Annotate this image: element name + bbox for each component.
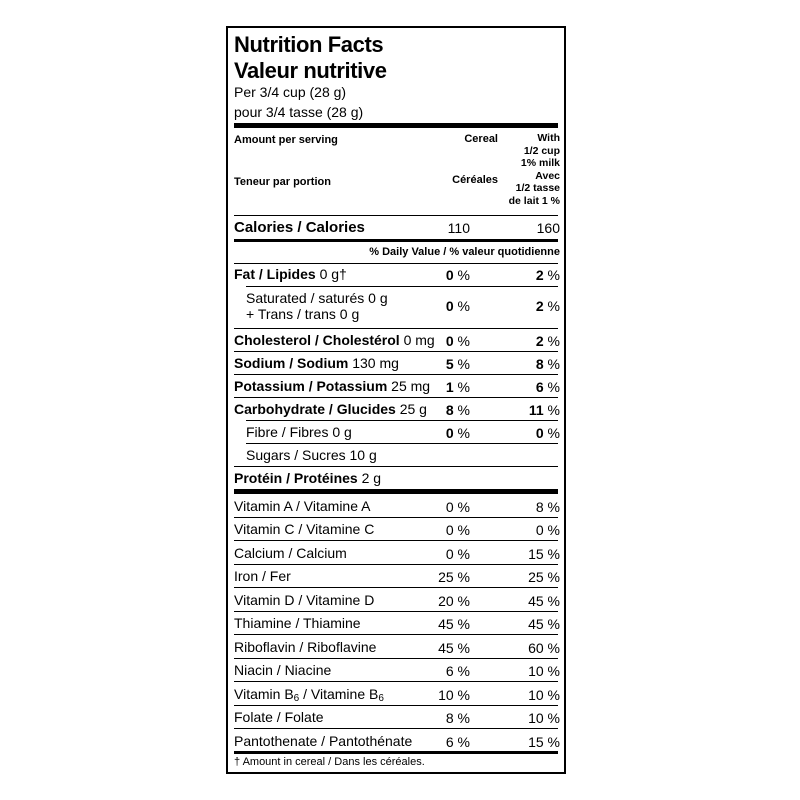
rule — [234, 681, 558, 682]
amount-per-serving-label: Amount per serving — [234, 134, 338, 146]
fibre-milk-number: 0 — [535, 425, 544, 441]
column-cereales-label: Céréales — [452, 174, 498, 186]
potassium-label: Potassium / Potassium — [234, 378, 388, 394]
cholesterol-label: Cholesterol / Cholestérol — [234, 332, 400, 348]
rule — [234, 517, 558, 518]
sodium-amount: 130 mg — [348, 355, 399, 371]
rule — [234, 328, 558, 329]
carbohydrate-row-label — [234, 401, 427, 417]
rule — [234, 466, 558, 467]
vitamin-milk-dv: 60 % — [528, 640, 560, 656]
thick-rule — [234, 123, 558, 128]
potassium-cereal-number: 1 — [445, 379, 454, 395]
vitamin-milk-dv: 45 % — [528, 593, 560, 609]
vitamin-cereal-dv: 8 % — [445, 710, 470, 726]
vitamin-cereal-dv: 0 % — [445, 499, 470, 515]
b6-label-fr: / Vitamine B — [299, 686, 379, 702]
fat-cereal-dv — [446, 267, 470, 283]
vitamin-cereal-dv: 25 % — [438, 569, 470, 585]
sodium-milk-dv — [536, 356, 560, 372]
col2-line: 1/2 cup — [523, 144, 560, 157]
vitamin-milk-dv: 10 % — [528, 687, 560, 703]
nutrition-facts-panel — [226, 26, 566, 774]
vitamin-cereal-dv: 45 % — [438, 640, 470, 656]
title-english: Nutrition Facts — [234, 32, 384, 57]
fibre-label: Fibre / Fibres 0 g — [246, 424, 352, 440]
vitamin-milk-dv: 15 % — [528, 734, 560, 750]
vitamin-row-label: Vitamin A / Vitamine A — [234, 498, 371, 514]
sodium-cereal-number: 5 — [445, 356, 454, 372]
vitamin-cereal-dv: 45 % — [438, 616, 470, 632]
sodium-cereal-dv — [446, 356, 470, 372]
potassium-row-label — [234, 378, 430, 394]
calories-milk-value: 160 — [536, 220, 560, 236]
vitamin-row-label: Riboflavin / Riboflavine — [234, 639, 377, 655]
percent-sign: % — [457, 356, 470, 372]
rule — [234, 351, 558, 352]
rule — [246, 443, 558, 444]
calories-label: Calories / Calories — [234, 219, 365, 236]
cholesterol-milk-number: 2 — [535, 333, 544, 349]
sodium-row-label — [234, 355, 399, 371]
medium-rule — [234, 239, 558, 242]
vitamin-milk-dv: 10 % — [528, 663, 560, 679]
percent-sign: % — [547, 425, 560, 441]
saturated-milk-number: 2 — [535, 298, 544, 314]
potassium-cereal-dv — [446, 379, 470, 395]
cholesterol-row-label — [234, 332, 435, 348]
rule — [234, 397, 558, 398]
rule — [234, 728, 558, 729]
rule — [234, 611, 558, 612]
col2-line: 1% milk — [520, 157, 560, 169]
rule — [234, 634, 558, 635]
trans-label: + Trans / trans 0 g — [246, 306, 360, 322]
b6-subscript: 6 — [293, 693, 300, 704]
footnote: † Amount in cereal / Dans les céréales. — [234, 756, 425, 768]
col2-line: Avec — [535, 169, 560, 182]
carbohydrate-cereal-dv — [446, 402, 470, 418]
potassium-milk-dv — [536, 379, 560, 395]
vitamin-milk-dv: 15 % — [528, 546, 560, 562]
vitamin-cereal-dv: 20 % — [438, 593, 470, 609]
vitamin-b6-row-label — [234, 686, 384, 704]
sugars-label: Sugars / Sucres 10 g — [246, 447, 377, 463]
cholesterol-amount: 0 mg — [399, 332, 435, 348]
rule — [234, 540, 558, 541]
vitamin-row-label: Iron / Fer — [234, 568, 291, 584]
vitamin-row-label: Pantothenate / Pantothénate — [234, 733, 413, 749]
rule — [234, 374, 558, 375]
fibre-cereal-number: 0 — [445, 425, 454, 441]
percent-sign: % — [547, 267, 560, 283]
saturated-milk-dv — [536, 298, 560, 314]
vitamin-milk-dv: 45 % — [528, 616, 560, 632]
col2-line: With — [537, 132, 560, 144]
serving-size-english: Per 3/4 cup (28 g) — [234, 84, 347, 100]
rule — [234, 705, 558, 706]
carbohydrate-milk-dv — [529, 402, 560, 418]
b6-label-en: Vitamin B — [234, 686, 294, 702]
vitamin-cereal-dv: 0 % — [445, 546, 470, 562]
thick-rule — [234, 489, 558, 494]
saturated-label: Saturated / saturés 0 g — [246, 290, 388, 306]
vitamin-cereal-dv: 0 % — [445, 522, 470, 538]
fibre-milk-dv — [536, 425, 560, 441]
vitamin-row-label: Folate / Folate — [234, 709, 324, 725]
protein-row-label — [234, 470, 381, 486]
vitamin-cereal-dv: 6 % — [445, 734, 470, 750]
b6-subscript: 6 — [378, 693, 384, 704]
percent-sign: % — [457, 379, 470, 395]
rule — [246, 286, 558, 287]
vitamin-milk-dv: 0 % — [535, 522, 560, 538]
sodium-milk-number: 8 — [535, 356, 544, 372]
daily-value-header: % Daily Value / % valeur quotidienne — [369, 246, 560, 258]
vitamin-cereal-dv: 10 % — [438, 687, 470, 703]
saturated-cereal-dv — [446, 298, 470, 314]
column-cereal-label: Cereal — [464, 133, 498, 145]
percent-sign: % — [547, 333, 560, 349]
carbohydrate-cereal-number: 8 — [445, 402, 454, 418]
carbohydrate-amount: 25 g — [395, 401, 427, 417]
vitamin-cereal-dv: 6 % — [445, 663, 470, 679]
percent-sign: % — [457, 333, 470, 349]
col2-line: 1/2 tasse — [515, 182, 560, 194]
percent-sign: % — [547, 402, 560, 418]
rule — [234, 587, 558, 588]
percent-sign: % — [457, 298, 470, 314]
cholesterol-cereal-number: 0 — [445, 333, 454, 349]
teneur-par-portion-label: Teneur par portion — [234, 176, 331, 188]
vitamin-milk-dv: 10 % — [528, 710, 560, 726]
vitamin-row-label: Thiamine / Thiamine — [234, 615, 361, 631]
sodium-label: Sodium / Sodium — [234, 355, 349, 371]
fat-amount: 0 g† — [315, 266, 347, 282]
potassium-milk-number: 6 — [535, 379, 544, 395]
carbohydrate-label: Carbohydrate / Glucides — [234, 401, 396, 417]
vitamin-row-label: Niacin / Niacine — [234, 662, 332, 678]
vitamin-milk-dv: 25 % — [528, 569, 560, 585]
vitamin-row-label: Vitamin C / Vitamine C — [234, 521, 375, 537]
fat-label: Fat / Lipides — [234, 266, 316, 282]
protein-label: Protéin / Protéines — [234, 470, 358, 486]
calories-cereal-value: 110 — [447, 220, 470, 236]
rule — [234, 564, 558, 565]
fat-milk-dv — [536, 267, 560, 283]
vitamin-milk-dv: 8 % — [535, 499, 560, 515]
potassium-amount: 25 mg — [387, 378, 431, 394]
medium-rule — [234, 751, 558, 754]
fat-row-label — [234, 266, 347, 282]
fibre-cereal-dv — [446, 425, 470, 441]
percent-sign: % — [547, 356, 560, 372]
percent-sign: % — [547, 298, 560, 314]
saturated-cereal-number: 0 — [445, 298, 454, 314]
carbohydrate-milk-number: 11 — [528, 402, 544, 418]
percent-sign: % — [457, 267, 470, 283]
rule — [234, 658, 558, 659]
percent-sign: % — [457, 402, 470, 418]
rule — [246, 420, 558, 421]
vitamin-row-label: Vitamin D / Vitamine D — [234, 592, 375, 608]
cholesterol-cereal-dv — [446, 333, 470, 349]
fat-milk-number: 2 — [535, 267, 544, 283]
serving-size-french: pour 3/4 tasse (28 g) — [234, 104, 364, 120]
protein-amount: 2 g — [357, 470, 382, 486]
cholesterol-milk-dv — [536, 333, 560, 349]
fat-cereal-number: 0 — [445, 267, 454, 283]
rule — [234, 263, 558, 264]
vitamin-row-label: Calcium / Calcium — [234, 545, 347, 561]
rule — [234, 215, 558, 216]
percent-sign: % — [547, 379, 560, 395]
title-french: Valeur nutritive — [234, 58, 387, 83]
col2-line: de lait 1 % — [508, 194, 560, 207]
percent-sign: % — [457, 425, 470, 441]
column-with-milk-label — [509, 132, 560, 207]
